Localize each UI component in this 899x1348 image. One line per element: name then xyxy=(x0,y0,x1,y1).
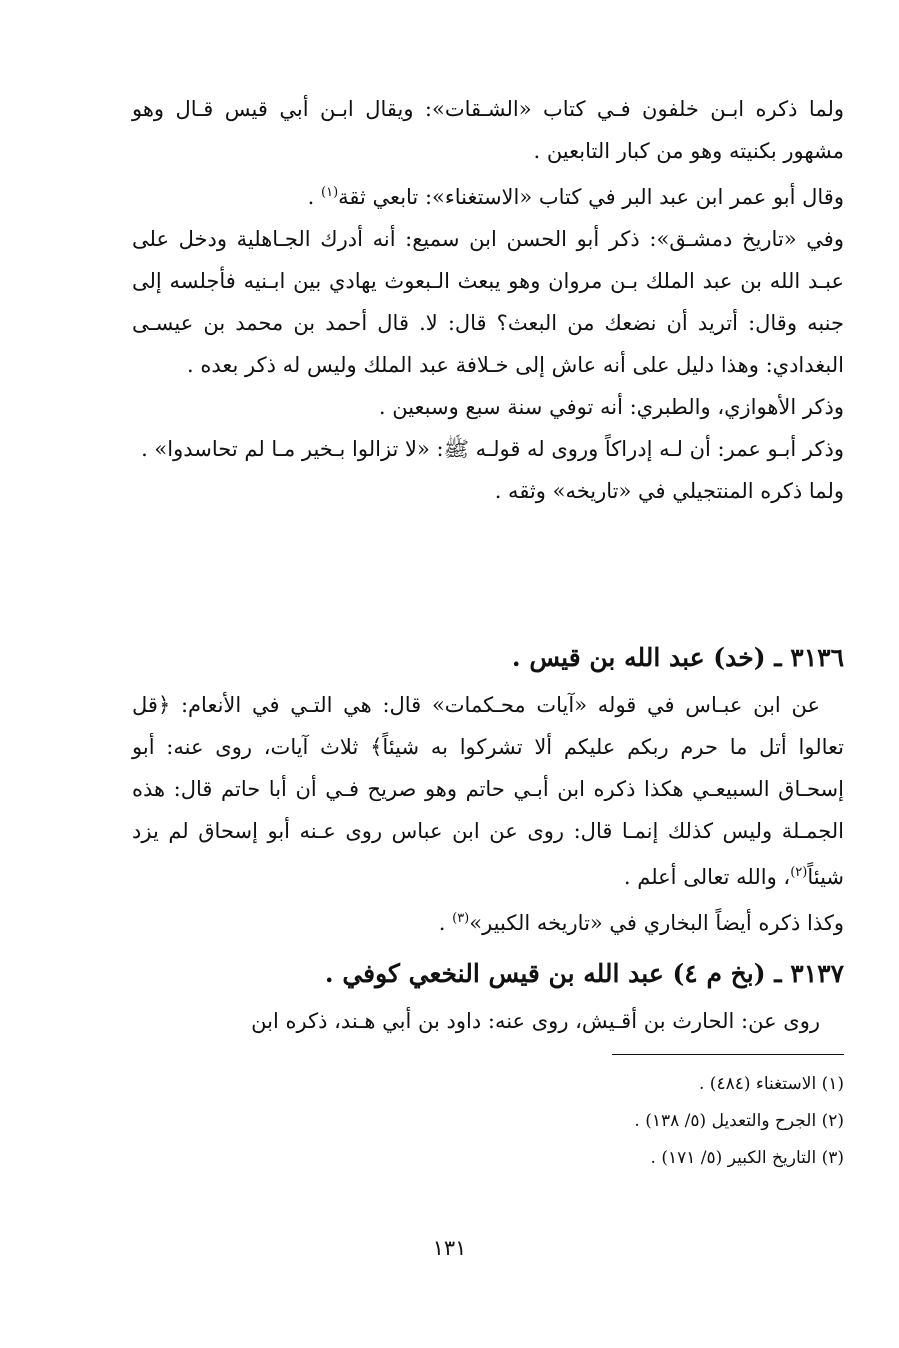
paragraph-text: وكذا ذكره أيضاً البخاري في «تاريخه الكبير» xyxy=(469,911,844,935)
paragraph-tarikh-dimashq: وفي «تاريخ دمشـق»: ذكر أبو الحسن ابن سميع: أنه أدرك الجـاهلية ودخل على عبـد الله بن عبد الملك بـن مروان وهو يبعث الـبعوث يهادي بين ابـنيه فأجلسه إلى جنبه وقال: أتريد أن نضعك من البعث؟ قال: لا. قال أحمد بن محمد بن عيسـى البغدادي: وهذا دليل على أنه عاش إلى خـلافة عبد الملك وليس له ذكر بعده . xyxy=(132,227,844,377)
page-number: ١٣١ xyxy=(432,1236,467,1260)
paragraph-nakhai: روى عن: الحارث بن أقـيش، روى عنه: داود بن أبي هـند، ذكره ابن xyxy=(251,1009,820,1033)
paragraph-tail: . xyxy=(307,185,322,209)
paragraph-text: عن ابن عبـاس في قوله «آيات محـكمات» قال: هي التـي في الأنعام: ﴿قل تعالوا أتل ما حرم ربكم عليكم ألا تشركوا به شيئاً﴾ ثلاث آيات، روى عنه: أبو إسحـاق السبيعـي هكذا ذكره ابن أبـي حاتم وهو صريح فـي أن أبا حاتم قال: هذه الجمـلة وليس كذلك إنمـا قال: روى عن ابن عباس روى عـنه أبو إسحاق لم يزد شيئاً xyxy=(132,693,844,889)
paragraph-tail: . xyxy=(438,911,453,935)
footnote-3: (٣) التاريخ الكبير (٥/ ١٧١) . xyxy=(650,1148,844,1168)
footnote-divider xyxy=(612,1054,844,1055)
entry-3137 xyxy=(132,950,844,998)
paragraph-tail: ، والله تعالى أعلم . xyxy=(623,865,791,889)
footnote-1: (١) الاستغناء (٤٨٤) . xyxy=(698,1074,844,1094)
main-text-top xyxy=(132,88,844,512)
paragraph-ahwazi-tabari: وذكر الأهوازي، والطبري: أنه توفي سنة سبع وسبعين . xyxy=(378,395,844,419)
paragraph-muntajili: ولما ذكره المنتجيلي في «تاريخه» وثقه . xyxy=(494,479,844,503)
paragraph-ibn-khalfun: ولما ذكره ابـن خلفون فـي كتاب «الشـقات»: ويقال ابـن أبي قيس قـال وهو مشهور بكنيته وهو من كبار التابعين . xyxy=(132,97,844,163)
entry-3137-body xyxy=(132,1000,844,1042)
entry-heading-3137: ٣١٣٧ ـ (بخ م ٤) عبد الله بن قيس النخعي كوفي . xyxy=(324,959,844,988)
footnote-2: (٢) الجرح والتعديل (٥/ ١٣٨) . xyxy=(634,1111,844,1131)
entry-heading-3136: ٣١٣٦ ـ (خد) عبد الله بن قيس . xyxy=(511,643,844,672)
entry-3136-body xyxy=(132,684,844,944)
paragraph-abu-umar: وذكر أبـو عمر: أن لـه إدراكاً وروى له قولـه ﷺ: «لا تزالوا بـخير مـا لم تحاسدوا» . xyxy=(141,437,844,461)
paragraph-ibn-abd-al-barr xyxy=(132,172,844,218)
entry-3136 xyxy=(132,634,844,682)
paragraph-ibn-abbas xyxy=(132,684,844,898)
footnote-ref-3: (٣) xyxy=(452,911,470,926)
footnote-ref-1: (١) xyxy=(321,185,339,200)
footnote-ref-2: (٢) xyxy=(790,865,808,880)
paragraph-text: وقال أبو عمر ابن عبد البر في كتاب «الاستغناء»: تابعي ثقة xyxy=(338,185,844,209)
paragraph-bukhari xyxy=(132,898,844,944)
